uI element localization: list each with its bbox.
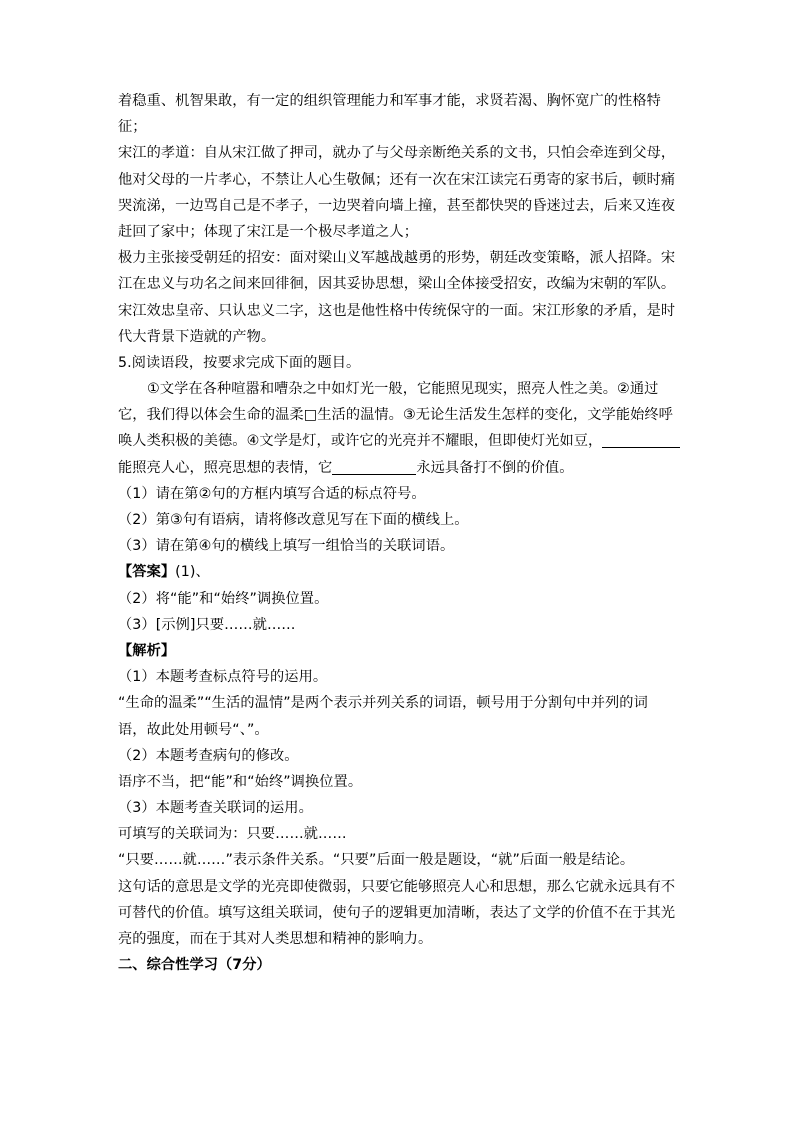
passage-text: 永远具备打不倒的价值。 [416,459,574,476]
analysis-line: “生命的温柔”“生活的温情”是两个表示并列关系的词语，顿号用于分割句中并列的词 [118,695,648,712]
text-line: 江在忠义与功名之间来回徘徊，因其妥协思想，梁山全体接受招安，改编为宋朝的军队。 [118,276,676,293]
answer-line [118,559,678,585]
text-line: 哭流涕，一边骂自己是不孝子，一边哭着向墙上撞，甚至都快哭的昏迷过去，后来又连夜 [118,197,676,214]
passage-text: 唤人类积极的美德。④文学是灯，或许它的光亮并不耀眼，但即使灯光如豆， [118,433,603,450]
text-line: 极力主张接受朝廷的招安：面对梁山义军越战越勇的形势，朝廷改变策略，派人招降。宋 [118,250,676,267]
passage-line [118,428,678,454]
answer-label: 【答案】 [118,564,176,581]
passage-text: 能照亮人心，照亮思想的表情，它 [118,459,333,476]
analysis-line: 可替代的价值。填写这组关联词，使句子的逻辑更加清晰，表达了文学的价值不在于其光 [118,904,676,921]
analysis-line: 语，故此处用顿号“、”。 [118,721,269,738]
passage-line: 它，我们得以体会生命的温柔□生活的温情。③无论生活发生怎样的变化，文学能始终呼 [118,407,673,424]
answer-line: （2）将“能”和“始终”调换位置。 [118,590,329,607]
answer-line: （3）[示例]只要……就…… [118,616,296,633]
text-line: 着稳重、机智果敢，有一定的组织管理能力和军事才能，求贤若渴、胸怀宽广的性格特 [118,93,661,109]
text-line: 征； [118,119,147,136]
answer-blank [332,458,416,475]
text-line: 他对父母的一片孝心，不禁让人心生敬佩；还有一次在宋江读完石勇寄的家书后，顿时痛 [118,171,676,188]
analysis-line: 可填写的关联词为：只要……就…… [118,826,347,843]
sub-question: （3）请在第④句的横线上填写一组恰当的关联词语。 [118,538,455,555]
analysis-line: （1）本题考查标点符号的运用。 [118,669,328,686]
section-heading: 二、综合性学习（7分） [118,957,271,974]
text-line: 宋江效忠皇帝、只认忠义二字，这也是他性格中传统保守的一面。宋江形象的矛盾，是时 [118,302,676,319]
passage-line: ①文学在各种喧嚣和嘈杂之中如灯光一般，它能照见现实，照亮人性之美。②通过 [147,381,659,398]
text-line: 宋江的孝道：自从宋江做了押司，就办了与父母亲断绝关系的文书，只怕会牵连到父母， [118,145,676,162]
document-page [118,88,678,978]
question-heading: 5.阅读语段，按要求完成下面的题目。 [118,354,361,371]
analysis-line: （2）本题考查病句的修改。 [118,747,299,764]
sub-question: （2）第③句有语病，请将修改意见写在下面的横线上。 [118,512,469,528]
sub-question: （1）请在第②句的方框内填写合适的标点符号。 [118,485,426,502]
analysis-line: 这句话的意思是文学的光亮即使微弱，只要它能够照亮人心和思想，那么它就永远具有不 [118,878,676,895]
answer-text: (1)、 [175,564,210,581]
analysis-line: 亮的强度，而在于其对人类思想和精神的影响力。 [118,931,433,947]
text-line: 赶回了家中；体现了宋江是一个极尽孝道之人； [118,223,419,240]
analysis-line: “只要……就……”表示条件关系。“只要”后面一般是题设，“就”后面一般是结论。 [118,852,635,869]
analysis-line: 语序不当，把“能”和“始终”调换位置。 [118,773,363,790]
analysis-line: （3）本题考查关联词的运用。 [118,800,313,817]
text-line: 代大背景下造就的产物。 [118,328,276,345]
answer-blank [602,431,680,448]
analysis-label: 【解析】 [118,642,176,659]
passage-line [118,455,678,481]
